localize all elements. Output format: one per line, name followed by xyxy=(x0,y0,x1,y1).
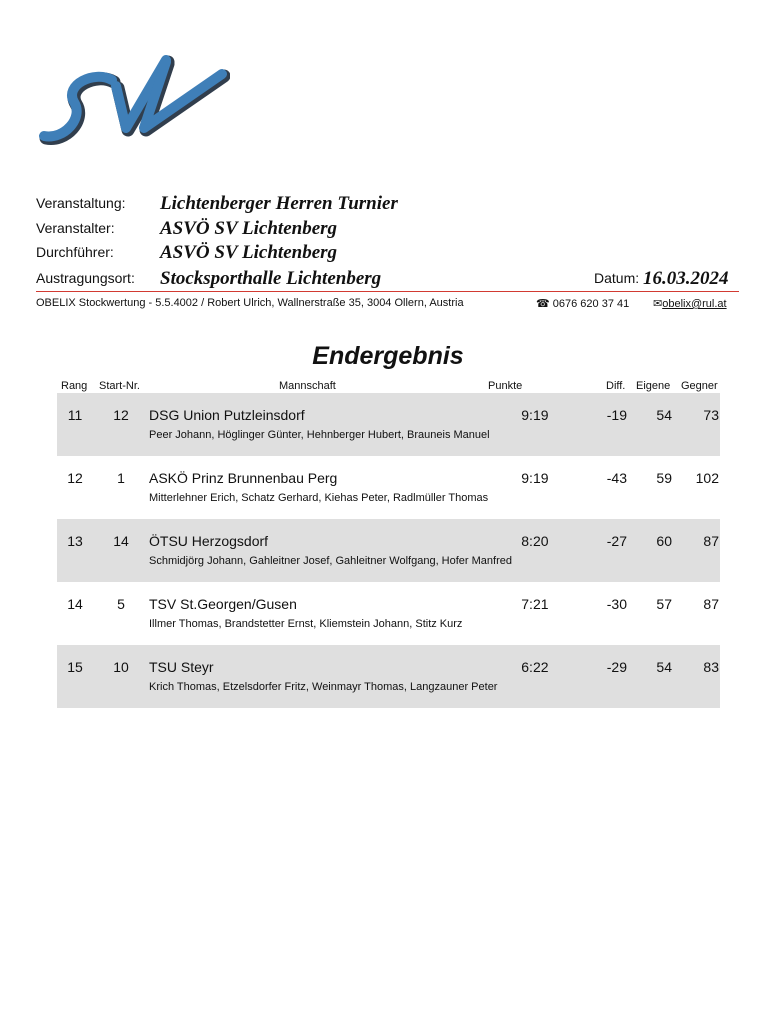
gegner-cell: 87 xyxy=(703,596,719,612)
datum-label: Datum: xyxy=(594,270,640,286)
diff-cell: -27 xyxy=(606,533,627,549)
team-members: Mitterlehner Erich, Schatz Gerhard, Kiehas Peter, Radlmüller Thomas xyxy=(149,492,489,504)
col-header-diff: Diff. xyxy=(606,380,626,392)
austragungsort-value: Stocksporthalle Lichtenberg xyxy=(160,268,382,289)
points-won: 7 xyxy=(521,596,529,612)
veranstaltung-value: Lichtenberger Herren Turnier xyxy=(160,193,398,214)
points-won: 8 xyxy=(521,533,529,549)
gegner-cell: 87 xyxy=(703,533,719,549)
start-cell: 5 xyxy=(117,596,125,612)
eigene-cell: 60 xyxy=(656,533,672,549)
team-members: Peer Johann, Höglinger Günter, Hehnberger Hubert, Brauneis Manuel xyxy=(149,429,490,441)
email-contact[interactable] xyxy=(653,297,727,310)
rang-cell: 13 xyxy=(67,533,83,549)
rang-cell: 14 xyxy=(67,596,83,612)
points-won: 6 xyxy=(521,659,529,675)
points-separator: : xyxy=(529,470,533,486)
points-separator: : xyxy=(529,533,533,549)
eigene-cell: 54 xyxy=(656,659,672,675)
rang-cell: 11 xyxy=(67,407,83,423)
phone-contact xyxy=(536,297,629,310)
veranstaltung-label: Veranstaltung: xyxy=(36,195,126,211)
points-won: 9 xyxy=(521,470,529,486)
veranstalter-label: Veranstalter: xyxy=(36,220,115,236)
team-members: Krich Thomas, Etzelsdorfer Fritz, Weinmayr Thomas, Langzauner Peter xyxy=(149,681,498,693)
result-row xyxy=(57,519,720,582)
gegner-cell: 73 xyxy=(703,407,719,423)
eigene-cell: 57 xyxy=(656,596,672,612)
team-cell: TSU Steyr xyxy=(149,659,214,675)
result-row xyxy=(57,393,720,456)
points-separator: : xyxy=(529,407,533,423)
team-cell: ÖTSU Herzogsdorf xyxy=(149,533,269,549)
durchfuehrer-value: ASVÖ SV Lichtenberg xyxy=(160,242,338,263)
points-lost: 20 xyxy=(533,533,549,549)
result-row xyxy=(57,582,720,645)
austragungsort-label: Austragungsort: xyxy=(36,270,135,286)
points-separator: : xyxy=(529,596,533,612)
diff-cell: -19 xyxy=(606,407,627,423)
points-lost: 19 xyxy=(533,470,549,486)
team-cell: TSV St.Georgen/Gusen xyxy=(149,596,297,612)
diff-cell: -43 xyxy=(606,470,627,486)
col-header-team: Mannschaft xyxy=(279,380,336,392)
envelope-icon: ✉ xyxy=(653,298,663,310)
team-members: Illmer Thomas, Brandstetter Ernst, Kliemstein Johann, Stitz Kurz xyxy=(149,618,463,630)
rang-cell: 15 xyxy=(67,659,83,675)
gegner-cell: 102 xyxy=(695,470,719,486)
veranstalter-value: ASVÖ SV Lichtenberg xyxy=(160,218,338,239)
result-row xyxy=(57,645,720,708)
points-won: 9 xyxy=(521,407,529,423)
svl-logo xyxy=(34,40,230,170)
rang-cell: 12 xyxy=(67,470,83,486)
points-separator: : xyxy=(529,659,533,675)
start-cell: 12 xyxy=(113,407,129,423)
durchfuehrer-label: Durchführer: xyxy=(36,244,114,260)
points-lost: 21 xyxy=(533,596,549,612)
result-row xyxy=(57,456,720,519)
team-cell: DSG Union Putzleinsdorf xyxy=(149,407,305,423)
start-cell: 14 xyxy=(113,533,129,549)
col-header-rang: Rang xyxy=(61,380,88,392)
software-info: OBELIX Stockwertung - 5.5.4002 / Robert Ulrich, Wallnerstraße 35, 3004 Ollern, Austria xyxy=(36,297,464,309)
header-divider xyxy=(36,291,739,292)
start-cell: 1 xyxy=(117,470,125,486)
gegner-cell: 83 xyxy=(703,659,719,675)
phone-icon: ☎ xyxy=(536,298,550,310)
datum-value: 16.03.2024 xyxy=(643,268,729,289)
phone-number: 0676 620 37 41 xyxy=(552,298,630,310)
eigene-cell: 54 xyxy=(656,407,672,423)
eigene-cell: 59 xyxy=(656,470,672,486)
col-header-punkte: Punkte xyxy=(488,380,523,392)
email-link[interactable]: obelix@rul.at xyxy=(662,298,727,310)
col-header-gegner: Gegner xyxy=(681,380,718,392)
points-lost: 19 xyxy=(533,407,549,423)
col-header-start: Start-Nr. xyxy=(99,380,140,392)
diff-cell: -29 xyxy=(606,659,627,675)
diff-cell: -30 xyxy=(606,596,627,612)
points-lost: 22 xyxy=(533,659,549,675)
start-cell: 10 xyxy=(113,659,129,675)
page-title: Endergebnis xyxy=(312,342,464,370)
team-cell: ASKÖ Prinz Brunnenbau Perg xyxy=(149,470,338,486)
team-members: Schmidjörg Johann, Gahleitner Josef, Gahleitner Wolfgang, Hofer Manfred xyxy=(149,555,512,567)
col-header-eigene: Eigene xyxy=(636,380,671,392)
